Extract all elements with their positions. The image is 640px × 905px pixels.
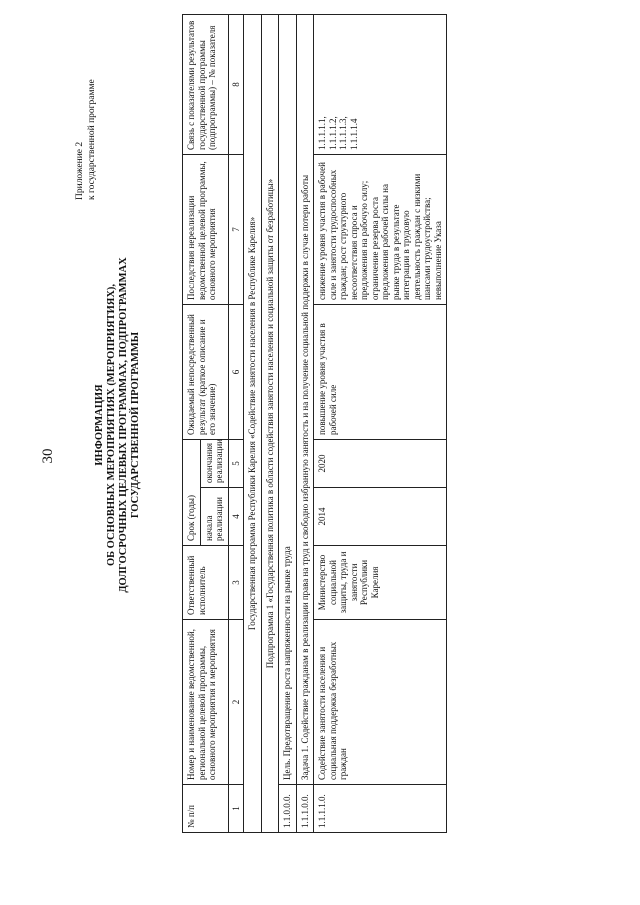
indicator-link: 1.1.1.1.2, [327,116,338,150]
title-line-1: ИНФОРМАЦИЯ [94,384,105,466]
column-number: 7 [228,155,244,305]
program-row [244,15,262,833]
goal-text: Цель. Предотвращение роста напряженности на рынке труда [279,15,297,785]
indicator-link: 1.1.1.1.4 [348,118,359,150]
measure-executor: Министерство социальной защиты, труда и занятости Республики Карелия [314,546,447,620]
header-result: Ожидаемый непосредственный результат (краткое описание и его значение) [183,305,229,440]
measure-links [314,15,447,155]
measure-end-year: 2020 [314,440,447,488]
header-name: Номер и наименование ведомственной, региональной целевой программы, основного мероприятия и мероприятия [183,620,229,785]
column-number: 8 [228,15,244,155]
column-number: 6 [228,305,244,440]
subprogram-title: Подпрограмма 1 «Государственная политика в области содействия занятости населения и социальной защиты от безработицы» [261,15,279,833]
program-title: Государственная программа Республики Карелия «Содействие занятости населения в Республике Карелия» [244,15,262,833]
header-num: № п/п [183,785,229,833]
column-number: 4 [228,488,244,546]
header-term-start: начала реализации [200,488,228,546]
task-text: Задача 1. Содействие гражданам в реализации права на труд и свободно избранную занятость и на получение социальной поддержки в случае потери работы [296,15,314,785]
measures-table [182,14,447,833]
goal-code: 1.1.0.0.0. [279,785,297,833]
header-consequences: Последствия нереализации ведомственной целевой программы, основного мероприятия [183,155,229,305]
measure-consequences: снижение уровня участия в рабочей силе и занятости трудоспособных граждан; рост структурного несоответствия спроса и предложения на рабочую силу; ограничение резерва роста предложения рабочей силы на рынке труда в результате интеграции в трудовую деятельность граждан с низкими шансами трудоустройства; невыполнение Указа [314,155,447,305]
header-row [183,15,201,833]
title-line-3: ДОЛГОСРОЧНЫХ ЦЕЛЕВЫХ ПРОГРАММАХ, ПОДПРОГРАММАХ [118,257,129,593]
indicator-link: 1.1.1.1.1, [317,116,327,150]
measure-name: Содействие занятости населения и социальная поддержка безработных граждан [314,620,447,785]
measure-result: повышение уровня участия в рабочей силе [314,305,447,440]
header-term-end: окончания реализации [200,440,228,488]
measure-code: 1.1.1.1.0. [314,785,447,833]
title-line-4: ГОСУДАРСТВЕННОЙ ПРОГРАММЫ [130,331,141,519]
column-number: 2 [228,620,244,785]
task-code: 1.1.1.0.0. [296,785,314,833]
page-number: 30 [40,448,56,464]
title-line-2: ОБ ОСНОВНЫХ МЕРОПРИЯТИЯХ (МЕРОПРИЯТИЯХ), [106,283,117,567]
column-number: 1 [228,785,244,833]
rotated-page [74,10,640,865]
header-link: Связь с показателями результатов государственной программы (подпрограммы) – № показателя [183,15,229,155]
column-number-row [228,15,244,833]
column-number: 3 [228,546,244,620]
appendix-line-2: к государственной программе [87,79,97,200]
document-title [94,145,142,705]
header-term: Срок (годы) [183,440,201,546]
indicator-link: 1.1.1.1.3, [338,116,348,150]
appendix-line-1: Приложение 2 [75,141,85,200]
subprogram-row [261,15,279,833]
measure-start-year: 2014 [314,488,447,546]
column-number: 5 [228,440,244,488]
goal-row [279,15,297,833]
measure-row [314,15,447,833]
header-executor: Ответственный исполнитель [183,546,229,620]
task-row [296,15,314,833]
